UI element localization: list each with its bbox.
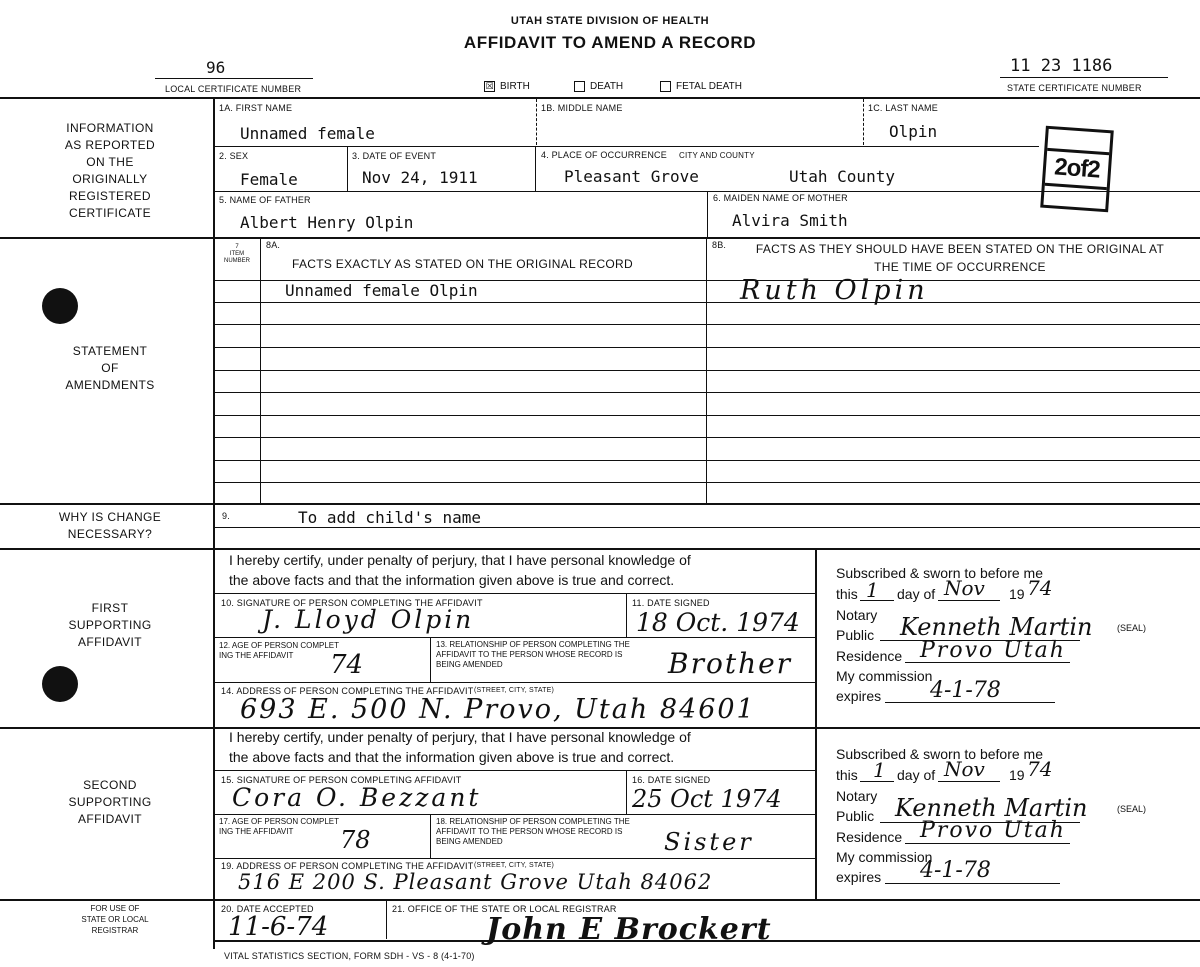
- first-seal: (SEAL): [1117, 623, 1147, 633]
- rule-row-1: [213, 146, 1039, 147]
- second-public-label: Public: [836, 808, 875, 824]
- amend-row-4: [213, 370, 1200, 371]
- amend-row-7: [213, 437, 1200, 438]
- second-commission-label: My commission: [836, 849, 933, 865]
- section-second-affidavit-label: SECOND SUPPORTING AFFIDAVIT: [68, 778, 152, 826]
- rule-bottom: [213, 940, 1200, 942]
- checkbox-death-label: DEATH: [590, 81, 624, 92]
- second-sig-label: 15. SIGNATURE OF PERSON COMPLETING AFFIDAVIT: [221, 775, 462, 785]
- first-row-sig: [213, 593, 815, 594]
- second-residence-label: Residence: [836, 829, 903, 845]
- second-rel-label: 18. RELATIONSHIP OF PERSON COMPLETING THE AFFIDAVIT TO THE PERSON WHOSE RECORD IS BEING AMENDED: [436, 817, 630, 846]
- local-cert-number: 96: [206, 58, 226, 77]
- amend-row-6: [213, 415, 1200, 416]
- second-notary-signature: Kenneth Martin: [895, 794, 1088, 822]
- second-seal: (SEAL): [1117, 804, 1147, 814]
- second-residence: Provo Utah: [920, 818, 1066, 843]
- first-row-addr: [213, 682, 815, 683]
- place-city-value: Pleasant Grove: [564, 167, 699, 186]
- state-cert-label: STATE CERTIFICATE NUMBER: [1007, 83, 1142, 93]
- rule-sex-date: [347, 146, 348, 191]
- sex-label: 2. SEX: [219, 151, 249, 161]
- amend-row-9: [213, 482, 1200, 483]
- last-name-value: Olpin: [889, 122, 938, 141]
- first-name-value: Unnamed female: [240, 124, 375, 143]
- rule-registrar-office: [386, 899, 387, 939]
- rule-label-column: [213, 97, 215, 949]
- col-a-title: FACTS EXACTLY AS STATED ON THE ORIGINAL RECORD: [292, 257, 633, 271]
- amend-original-fact: Unnamed female Olpin: [285, 281, 478, 300]
- first-sig-label: 10. SIGNATURE OF PERSON COMPLETING THE AFFIDAVIT: [221, 598, 483, 608]
- first-expires: 4-1-78: [930, 678, 1001, 703]
- second-date-signed: 25 Oct 1974: [632, 785, 782, 813]
- mother-label: 6. MAIDEN NAME OF MOTHER: [713, 193, 848, 203]
- first-year-prefix: 19: [1009, 586, 1025, 602]
- first-addr-label: 14. ADDRESS OF PERSON COMPLETING THE AFFIDAVIT: [221, 686, 474, 696]
- form-title: AFFIDAVIT TO AMEND A RECORD: [463, 33, 757, 52]
- second-year: 74: [1027, 757, 1053, 781]
- first-rel-label: 13. RELATIONSHIP OF PERSON COMPLETING THE AFFIDAVIT TO THE PERSON WHOSE RECORD IS BEING AMENDED: [436, 640, 630, 669]
- second-expires: 4-1-78: [920, 858, 991, 883]
- agency-name: UTAH STATE DIVISION OF HEALTH: [510, 15, 710, 27]
- section-original-label: INFORMATION AS REPORTED ON THE ORIGINALLY REGISTERED CERTIFICATE: [64, 121, 156, 220]
- second-expires-label: expires: [836, 869, 882, 885]
- first-certify-line-1: I hereby certify, under penalty of perjury, that I have personal knowledge of: [229, 552, 691, 568]
- state-cert-number: 11 23 1186: [1010, 56, 1113, 76]
- second-expires-line: [885, 883, 1060, 884]
- father-label: 5. NAME OF FATHER: [219, 195, 311, 205]
- first-commission-label: My commission: [836, 668, 933, 684]
- amend-row-3: [213, 347, 1200, 348]
- second-month: Nov: [944, 757, 985, 781]
- first-expires-label: expires: [836, 688, 882, 704]
- first-day-of-label: day of: [897, 586, 936, 602]
- registrar-signature: John E Brockert: [486, 912, 772, 947]
- first-age-label: 12. AGE OF PERSON COMPLET ING THE AFFIDAVIT: [219, 641, 340, 660]
- rule-date-place: [535, 146, 536, 191]
- first-this-label: this: [836, 586, 858, 602]
- first-age: 74: [330, 650, 364, 680]
- date-of-event-label: 3. DATE OF EVENT: [352, 151, 437, 161]
- amend-corrected-fact: Ruth Olpin: [740, 275, 929, 306]
- first-residence: Provo Utah: [920, 638, 1066, 663]
- date-accepted-label: 20. DATE ACCEPTED: [221, 904, 314, 914]
- second-signature: Cora O. Bezzant: [232, 783, 482, 812]
- second-this-label: this: [836, 767, 858, 783]
- reason-row-line: [213, 527, 1200, 528]
- rule-section-2: [0, 237, 1200, 239]
- date-accepted: 11-6-74: [228, 912, 329, 942]
- first-day-line: [860, 600, 894, 601]
- amend-row-2: [213, 324, 1200, 325]
- first-day: 1: [866, 578, 879, 602]
- first-year: 74: [1027, 576, 1053, 600]
- second-day: 1: [873, 758, 886, 782]
- second-day-of-label: day of: [897, 767, 936, 783]
- col-b-number: 8B.: [712, 240, 727, 250]
- rule-top: [0, 97, 1200, 99]
- first-notary-label: Notary: [836, 607, 878, 623]
- section-amendments-label: STATEMENT OF AMENDMENTS: [65, 344, 155, 392]
- first-row-age: [213, 637, 815, 638]
- rule-first-notary: [815, 548, 817, 728]
- place-county-value: Utah County: [789, 167, 895, 186]
- second-day-line: [860, 781, 894, 782]
- amend-row-8: [213, 460, 1200, 461]
- reason-text: To add child's name: [298, 508, 482, 527]
- second-address: 516 E 200 S. Pleasant Grove Utah 84062: [238, 870, 713, 894]
- mother-value: Alvira Smith: [732, 211, 848, 230]
- first-sworn-label: Subscribed & sworn to before me: [836, 565, 1043, 581]
- place-sublabel: CITY AND COUNTY: [679, 151, 755, 160]
- middle-name-label: 1B. MIDDLE NAME: [541, 103, 623, 113]
- punch-hole-bottom: [42, 666, 78, 702]
- footer-form-id: VITAL STATISTICS SECTION, FORM SDH - VS - 8 (4-1-70): [224, 951, 475, 961]
- father-value: Albert Henry Olpin: [240, 213, 414, 232]
- rule-second-rel: [430, 814, 431, 858]
- col-b-title: FACTS AS THEY SHOULD HAVE BEEN STATED ON THE ORIGINAL AT THE TIME OF OCCURRENCE: [755, 242, 1165, 274]
- second-certify-line-2: the above facts and that the information given above is true and correct.: [229, 749, 675, 765]
- second-row-age: [213, 814, 815, 815]
- second-certify-line-1: I hereby certify, under penalty of perjury, that I have personal knowledge of: [229, 729, 691, 745]
- checkbox-fetal-death-label: FETAL DEATH: [676, 81, 742, 92]
- second-row-addr: [213, 858, 815, 859]
- second-row-sig: [213, 770, 815, 771]
- first-certify-line-2: the above facts and that the information given above is true and correct.: [229, 572, 675, 588]
- second-addr-sublabel: (STREET, CITY, STATE): [474, 862, 555, 869]
- first-relationship: Brother: [668, 647, 793, 680]
- first-name-label: 1A. FIRST NAME: [219, 103, 293, 113]
- second-date-label: 16. DATE SIGNED: [632, 775, 711, 785]
- page-stamp-text: 2of2: [1045, 148, 1109, 190]
- rule-section-6: [0, 899, 1200, 901]
- first-residence-label: Residence: [836, 648, 903, 664]
- first-signature: J. Lloyd Olpin: [262, 605, 475, 634]
- sex-value: Female: [240, 170, 298, 189]
- checkbox-death-box: [574, 81, 585, 92]
- rule-father-mother: [707, 191, 708, 237]
- checkbox-birth[interactable]: [484, 81, 530, 92]
- checkbox-birth-label: BIRTH: [500, 81, 530, 92]
- section-reason-label: WHY IS CHANGE NECESSARY?: [58, 510, 162, 541]
- place-label: 4. PLACE OF OCCURRENCE: [541, 150, 667, 160]
- item-number-label: 7 ITEM NUMBER: [223, 244, 250, 264]
- second-notary-label: Notary: [836, 788, 878, 804]
- rule-second-notary: [815, 727, 817, 899]
- first-date-signed: 18 Oct. 1974: [636, 608, 800, 637]
- rule-section-3: [0, 503, 1200, 505]
- second-residence-line: [905, 843, 1070, 844]
- middle-name-divider: [536, 99, 537, 145]
- amend-row-1: [213, 302, 1200, 303]
- first-address: 693 E. 500 N. Provo, Utah 84601: [240, 694, 756, 725]
- second-addr-label: 19. ADDRESS OF PERSON COMPLETING THE AFFIDAVIT: [221, 861, 474, 871]
- office-label: 21. OFFICE OF THE STATE OR LOCAL REGISTRAR: [392, 904, 617, 914]
- checkbox-fetal-death-box: [660, 81, 671, 92]
- rule-first-date: [626, 593, 627, 637]
- last-name-label: 1C. LAST NAME: [868, 103, 938, 113]
- section-registrar-label: FOR USE OF STATE OR LOCAL REGISTRAR: [81, 904, 149, 935]
- second-age: 78: [340, 826, 371, 854]
- first-expires-line: [885, 702, 1055, 703]
- date-of-event-value: Nov 24, 1911: [362, 168, 478, 187]
- state-cert-line: [1000, 77, 1168, 78]
- rule-first-rel: [430, 637, 431, 682]
- second-age-label: 17. AGE OF PERSON COMPLET ING THE AFFIDAVIT: [219, 817, 340, 836]
- checkbox-death[interactable]: [574, 81, 623, 92]
- second-sworn-label: Subscribed & sworn to before me: [836, 746, 1043, 762]
- rule-second-date: [626, 770, 627, 814]
- checkbox-fetal-death[interactable]: [660, 81, 742, 92]
- local-cert-label: LOCAL CERTIFICATE NUMBER: [165, 84, 302, 94]
- first-public-label: Public: [836, 627, 875, 643]
- first-date-label: 11. DATE SIGNED: [632, 598, 710, 608]
- first-addr-sublabel: (STREET, CITY, STATE): [474, 687, 555, 694]
- page-stamp: [1040, 126, 1114, 213]
- section-first-affidavit-label: FIRST SUPPORTING AFFIDAVIT: [68, 601, 152, 649]
- second-year-prefix: 19: [1009, 767, 1025, 783]
- local-cert-line: [155, 78, 313, 79]
- last-name-divider: [863, 99, 864, 145]
- first-residence-line: [905, 662, 1070, 663]
- reason-number: 9.: [222, 511, 230, 521]
- col-a-number: 8A.: [266, 240, 281, 250]
- amend-row-5: [213, 392, 1200, 393]
- punch-hole-top: [42, 288, 78, 324]
- first-month: Nov: [944, 576, 985, 600]
- checkbox-birth-box: ☒: [485, 81, 494, 91]
- first-notary-signature: Kenneth Martin: [900, 613, 1093, 641]
- first-month-line: [938, 600, 1000, 601]
- second-month-line: [938, 781, 1000, 782]
- second-relationship: Sister: [664, 828, 754, 856]
